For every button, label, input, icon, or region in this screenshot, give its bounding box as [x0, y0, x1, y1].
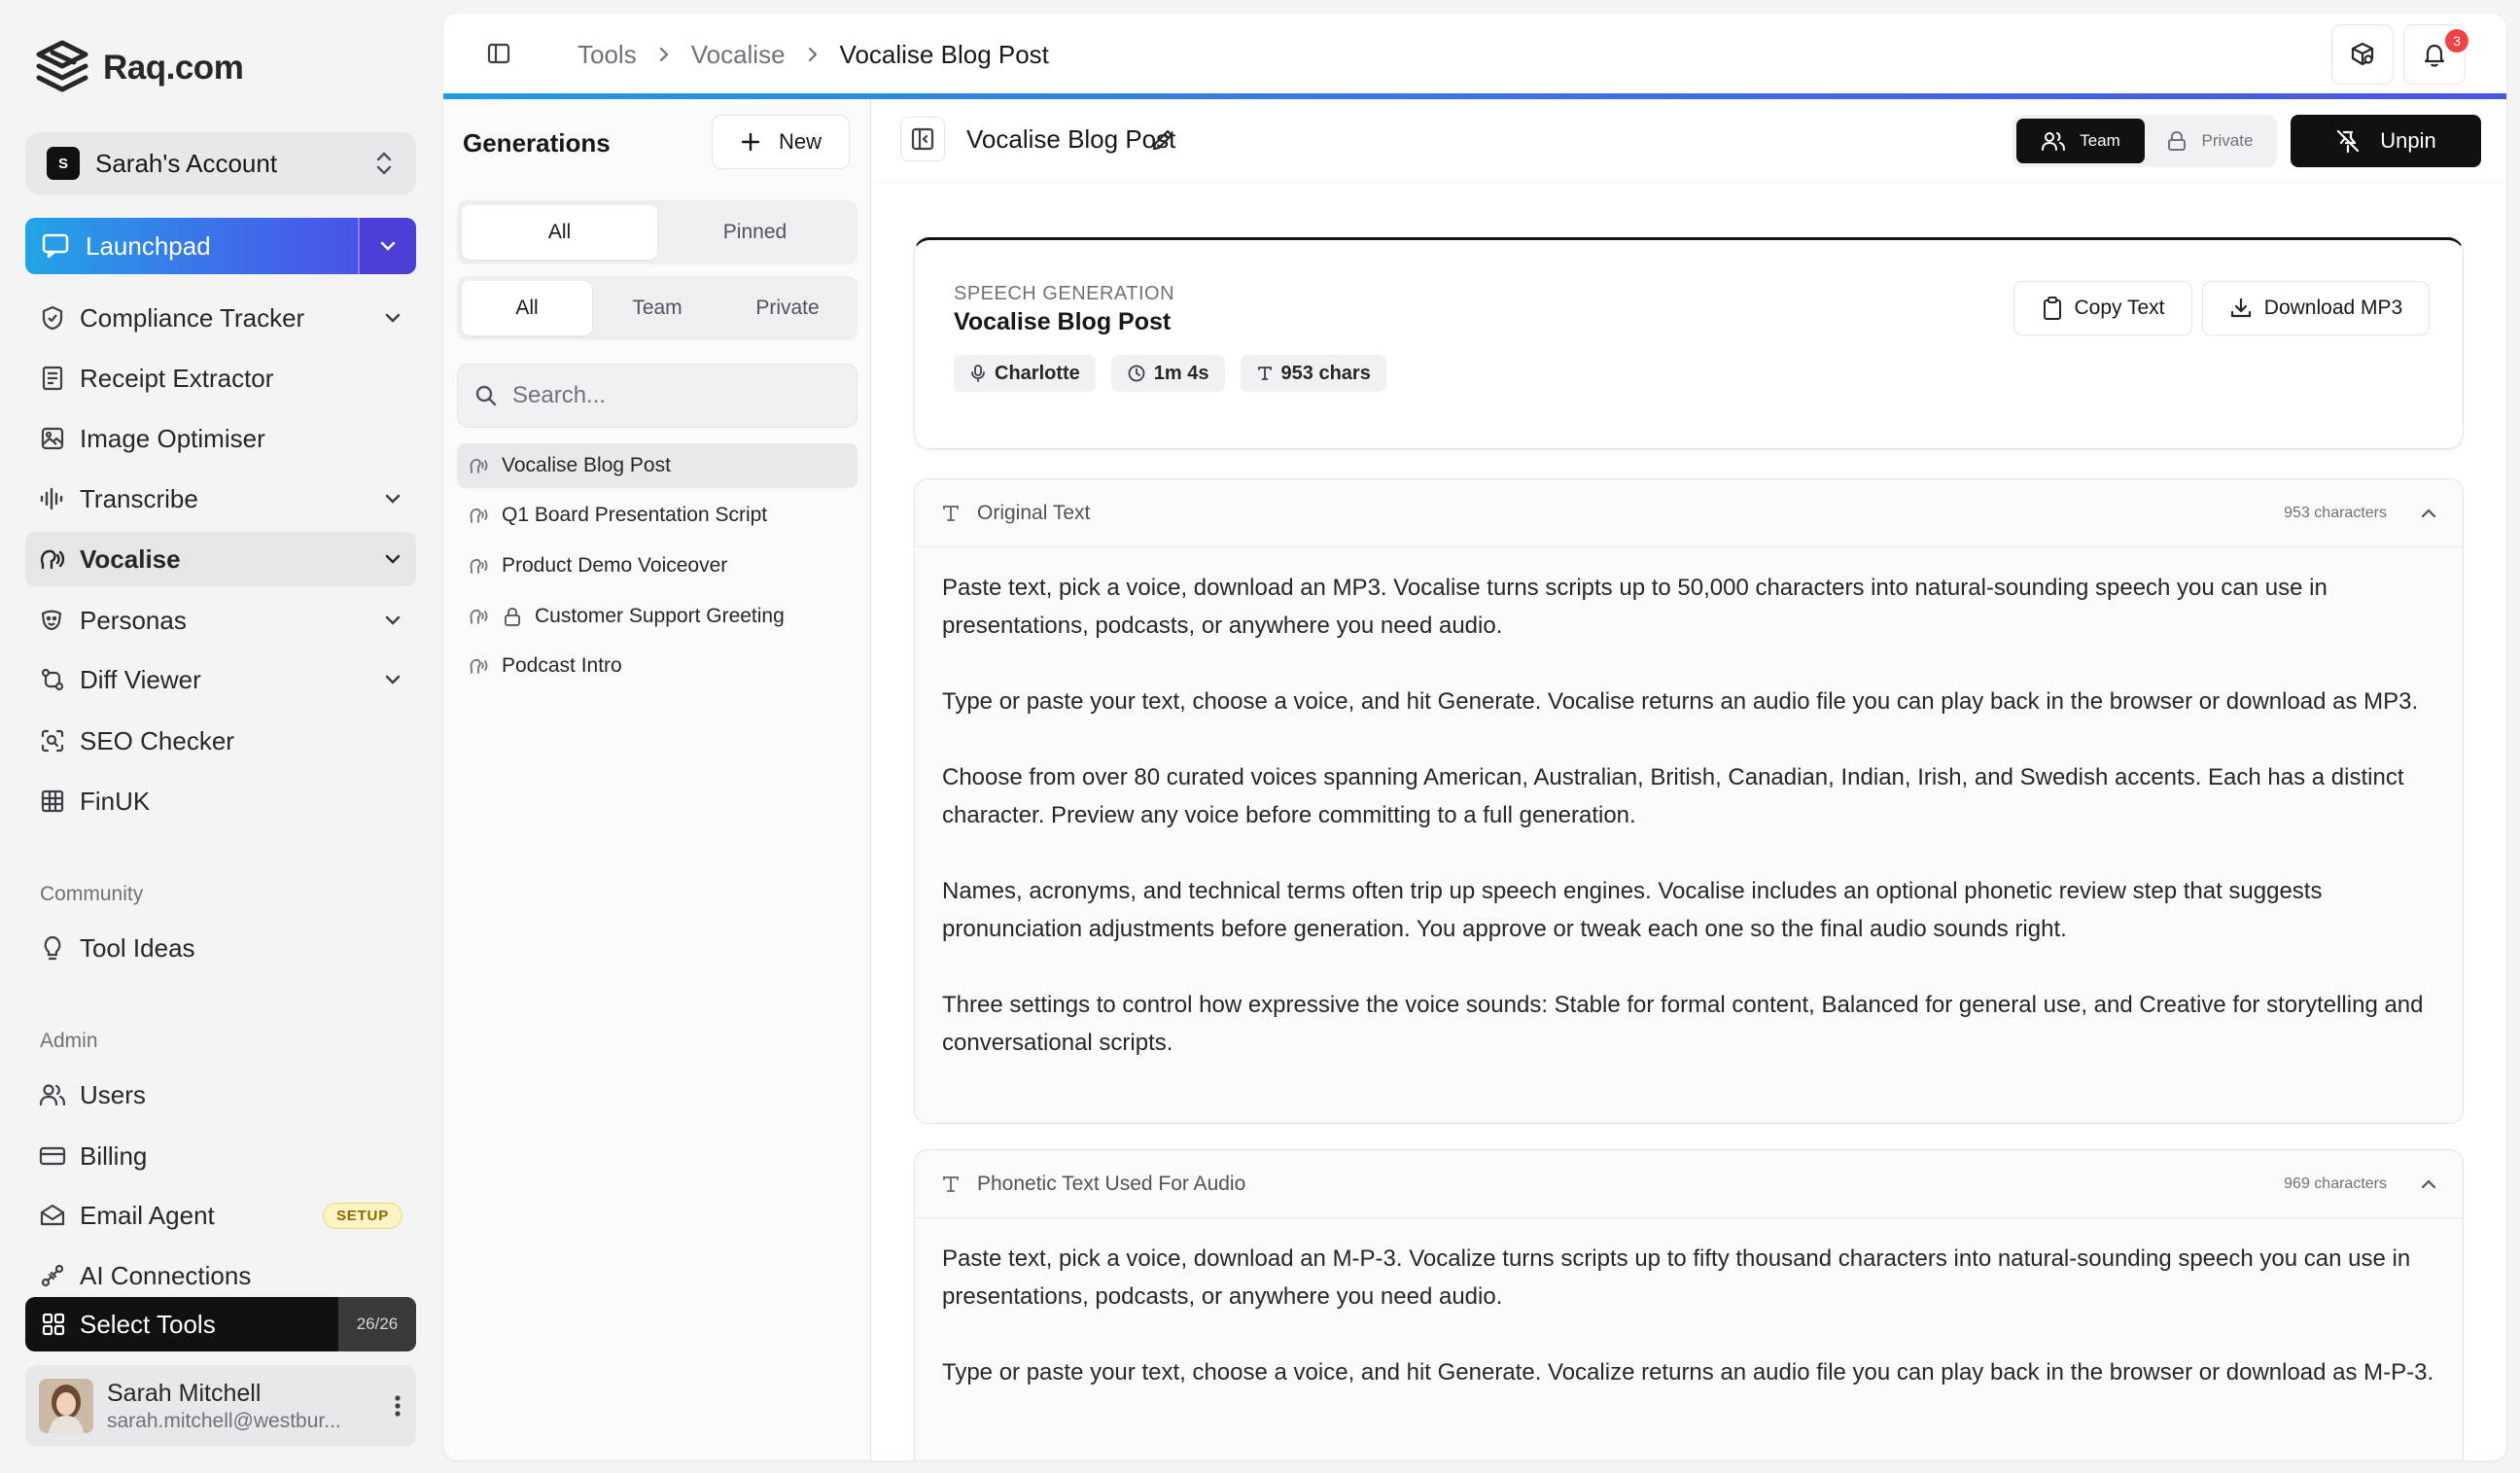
sidebar-item-label: Vocalise — [80, 544, 181, 574]
user-email: sarah.mitchell@westbur... — [107, 1409, 341, 1432]
generation-detail — [873, 99, 2506, 1460]
scan-search-icon — [39, 727, 66, 754]
list-item[interactable] — [457, 594, 858, 639]
type-icon — [1256, 365, 1274, 382]
duration-chip — [1111, 355, 1225, 392]
admin-section-label: Admin — [40, 1030, 98, 1052]
chevron-down-icon[interactable] — [383, 312, 402, 324]
private-label: Private — [2201, 131, 2254, 150]
users-icon — [2041, 129, 2066, 153]
git-compare-icon — [39, 666, 66, 693]
sidebar-item-tool-ideas[interactable] — [25, 921, 416, 975]
panel-left-close-icon — [910, 126, 935, 152]
copy-text-button[interactable] — [2013, 281, 2192, 335]
list-item[interactable] — [457, 493, 858, 538]
grid-table-icon — [39, 788, 66, 815]
sidebar-item-label: Personas — [80, 605, 187, 635]
sidebar-item-seo-checker[interactable] — [25, 714, 416, 768]
community-section-label: Community — [40, 883, 144, 905]
original-text-section — [914, 478, 2464, 1124]
paragraph: Paste text, pick a voice, download an MP3. Vocalise turns scripts up to 50,000 characters into natural-sounding speech you can use in presentations, podcasts, or anywhere you need audio. — [942, 575, 2328, 639]
section-title: Phonetic Text Used For Audio — [977, 1172, 1246, 1195]
list-item[interactable] — [457, 443, 858, 488]
sidebar-item-label: Transcribe — [80, 483, 198, 513]
sidebar-item-receipt-extractor[interactable] — [25, 351, 416, 405]
sidebar-item-users[interactable] — [25, 1068, 416, 1122]
unpin-label: Unpin — [2380, 128, 2436, 153]
phonetic-text-header[interactable] — [915, 1150, 2463, 1218]
logo-stack-icon — [35, 39, 89, 97]
generation-title: Product Demo Voiceover — [502, 554, 728, 577]
shield-check-icon — [39, 304, 66, 332]
list-item[interactable] — [457, 544, 858, 588]
pin-off-icon — [2335, 128, 2361, 154]
sidebar-item-diff-viewer[interactable] — [25, 652, 416, 707]
phonetic-text-section — [914, 1149, 2464, 1460]
select-tools-label: Select Tools — [80, 1309, 216, 1339]
chevron-up-icon[interactable] — [2420, 1178, 2437, 1190]
message-square-icon — [41, 232, 70, 260]
paragraph: Three settings to control how expressive the voice sounds: Stable for formal content, Balanced for general use, and Creative for storytelling and conversational scripts. — [942, 992, 2424, 1056]
generation-meta — [954, 355, 1386, 392]
breadcrumb-vocalise[interactable]: Vocalise — [690, 39, 786, 69]
audio-lines-icon — [39, 485, 66, 512]
clipboard-icon — [2042, 296, 2063, 321]
launchpad-button[interactable] — [25, 218, 416, 274]
detail-header — [873, 99, 2506, 183]
grid-icon — [41, 1312, 66, 1337]
type-icon — [940, 1174, 962, 1195]
lightbulb-icon — [39, 934, 66, 962]
sidebar-item-personas[interactable] — [25, 593, 416, 648]
download-mp3-label: Download MP3 — [2263, 297, 2403, 319]
speech-icon — [39, 545, 66, 573]
visibility-private-option[interactable] — [2145, 119, 2273, 163]
speech-icon — [469, 456, 490, 475]
voice-chip — [954, 355, 1096, 392]
speech-generation-card — [914, 237, 2464, 449]
chevron-down-icon[interactable] — [383, 614, 402, 626]
paragraph: Type or paste your text, choose a voice, and hit Generate. Vocalise returns an audio file you can play back in the browser or download as MP3. — [942, 688, 2419, 715]
speech-icon — [469, 656, 490, 676]
main-panel — [443, 14, 2506, 1460]
connection-icon — [39, 1262, 66, 1289]
sidebar-item-compliance-tracker[interactable] — [25, 291, 416, 345]
chevron-down-icon[interactable] — [383, 493, 402, 505]
chevron-down-icon[interactable] — [383, 553, 402, 565]
avatar — [39, 1379, 93, 1433]
drama-icon — [39, 607, 66, 634]
search-placeholder: Search... — [512, 382, 607, 408]
sidebar-item-label: AI Connections — [80, 1260, 252, 1290]
launchpad-dropdown[interactable] — [358, 218, 416, 274]
filter-all-visibility[interactable]: All — [462, 281, 592, 335]
new-label: New — [778, 129, 822, 154]
search-icon — [473, 383, 499, 408]
card-title: Vocalise Blog Post — [954, 308, 1172, 335]
breadcrumb-tools[interactable]: Tools — [578, 39, 637, 69]
sidebar-toggle-icon[interactable] — [484, 39, 513, 68]
type-icon — [940, 503, 962, 524]
phonetic-text-body — [915, 1218, 2463, 1391]
package-button[interactable] — [2331, 24, 2394, 85]
sidebar-item-label: Receipt Extractor — [80, 363, 274, 393]
original-text-header[interactable] — [915, 479, 2463, 547]
sidebar-item-finuk[interactable] — [25, 774, 416, 828]
visibility-team-option[interactable] — [2016, 119, 2145, 163]
lock-icon — [502, 606, 523, 627]
brand-name: Raq.com — [103, 49, 244, 87]
clock-icon — [1127, 364, 1146, 383]
original-text-body — [915, 547, 2463, 1062]
chevron-up-icon[interactable] — [2420, 508, 2437, 519]
paragraph: Type or paste your text, choose a voice, and hit Generate. Vocalize returns an audio file you can play back in the browser or download as M-P-3. — [942, 1359, 2434, 1385]
download-mp3-button[interactable] — [2202, 281, 2430, 335]
speech-icon — [469, 506, 490, 525]
generations-panel — [443, 99, 871, 1460]
account-avatar: S — [47, 147, 80, 180]
sidebar-item-billing[interactable] — [25, 1129, 416, 1183]
chars-chip — [1241, 355, 1386, 392]
duration: 1m 4s — [1153, 362, 1209, 384]
chevrons-up-down-icon — [373, 150, 395, 177]
setup-badge: SETUP — [323, 1203, 402, 1229]
chevron-down-icon[interactable] — [383, 674, 402, 685]
team-label: Team — [2080, 131, 2120, 150]
pencil-icon[interactable] — [1149, 126, 1176, 154]
visibility-filter — [457, 276, 858, 340]
paragraph: Names, acronyms, and technical terms often trip up speech engines. Vocalise includes an optional phonetic review step that suggests pronunciation adjustments before generation. You approve or tweak each one so the final audio sounds right. — [942, 878, 2323, 942]
credit-card-icon — [39, 1142, 66, 1170]
search-input[interactable] — [457, 364, 858, 428]
image-icon — [39, 425, 66, 452]
sidebar-item-ai-connections[interactable] — [25, 1248, 416, 1303]
notifications-button[interactable] — [2403, 24, 2466, 85]
user-card[interactable] — [25, 1365, 416, 1447]
lock-icon — [2165, 129, 2188, 153]
paragraph: Paste text, pick a voice, download an M-P-3. Vocalize turns scripts up to fifty thousand characters into natural-sounding speech you can use in presentations, podcasts, or anywhere you need audio. — [942, 1245, 2411, 1310]
user-name: Sarah Mitchell — [107, 1379, 262, 1407]
list-item[interactable] — [457, 644, 858, 688]
detail-title: Vocalise Blog Post — [966, 124, 1176, 154]
speech-icon — [469, 556, 490, 576]
filter-all[interactable]: All — [462, 205, 657, 260]
sidebar-item-label: SEO Checker — [80, 725, 234, 755]
chevron-down-icon — [378, 239, 398, 253]
speech-icon — [469, 607, 490, 626]
paragraph: Choose from over 80 curated voices spanning American, Australian, British, Canadian, Indian, Irish, and Swedish accents. Each has a distinct character. Preview any voice before committing to a full generation. — [942, 764, 2404, 828]
chevron-right-icon — [658, 46, 670, 63]
voice-name: Charlotte — [995, 362, 1080, 384]
filter-private[interactable]: Private — [755, 297, 820, 319]
chevron-right-icon — [807, 46, 819, 63]
sidebar-item-image-optimiser[interactable] — [25, 411, 416, 466]
character-count: 969 characters — [2284, 1175, 2387, 1192]
sidebar-item-label: Users — [80, 1079, 146, 1109]
receipt-icon — [39, 365, 66, 392]
download-icon — [2229, 297, 2253, 320]
section-title: Original Text — [977, 501, 1091, 524]
users-icon — [39, 1081, 66, 1108]
visibility-toggle — [2012, 115, 2277, 167]
sidebar-item-transcribe[interactable] — [25, 472, 416, 526]
top-bar — [443, 14, 2506, 95]
more-vertical-icon[interactable] — [393, 1392, 402, 1420]
mail-open-icon — [39, 1202, 66, 1229]
tools-count: 26/26 — [338, 1297, 416, 1351]
sidebar-item-label: Tool Ideas — [80, 932, 195, 963]
bell-icon — [2421, 41, 2448, 68]
generation-title: Q1 Board Presentation Script — [502, 504, 768, 526]
mic-icon — [969, 364, 987, 383]
generation-title: Vocalise Blog Post — [502, 454, 671, 476]
generations-title: Generations — [463, 128, 611, 158]
breadcrumb-current: Vocalise Blog Post — [839, 39, 1049, 69]
sidebar-item-vocalise[interactable] — [25, 532, 416, 586]
sidebar-item-label: FinUK — [80, 786, 151, 816]
filter-team[interactable]: Team — [632, 297, 682, 319]
account-switcher[interactable] — [25, 132, 416, 194]
new-generation-button[interactable] — [712, 115, 850, 169]
sidebar-item-label: Email Agent — [80, 1200, 215, 1230]
generation-title: Customer Support Greeting — [535, 605, 785, 627]
char-count: 953 chars — [1280, 362, 1371, 384]
launchpad-label: Launchpad — [86, 230, 211, 261]
sidebar-item-label: Billing — [80, 1140, 148, 1171]
plus-icon — [740, 131, 761, 153]
account-name: Sarah's Account — [95, 148, 278, 178]
unpin-button[interactable] — [2291, 115, 2481, 167]
sidebar-item-label: Image Optimiser — [80, 423, 265, 453]
notification-count-badge: 3 — [2445, 29, 2468, 53]
collapse-panel-button[interactable] — [900, 117, 945, 161]
sidebar-item-email-agent[interactable] — [25, 1188, 416, 1243]
sidebar-item-label: Diff Viewer — [80, 664, 201, 694]
sidebar — [0, 0, 443, 1473]
copy-text-label: Copy Text — [2074, 297, 2165, 319]
generation-title: Podcast Intro — [502, 654, 622, 677]
filter-pinned[interactable]: Pinned — [722, 221, 788, 243]
sidebar-item-label: Compliance Tracker — [80, 302, 305, 333]
package-search-icon — [2349, 41, 2376, 68]
pin-filter — [457, 200, 858, 264]
brand[interactable] — [35, 39, 243, 97]
breadcrumb — [578, 14, 1049, 95]
select-tools-button[interactable] — [25, 1297, 416, 1351]
card-kicker: SPEECH GENERATION — [954, 283, 1175, 304]
character-count: 953 characters — [2284, 504, 2387, 521]
